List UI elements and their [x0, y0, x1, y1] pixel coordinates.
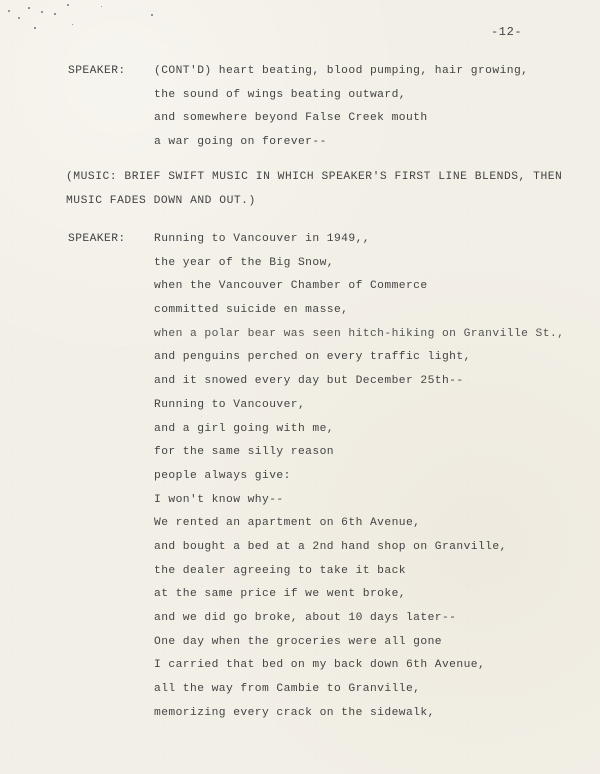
speaker-label-2: SPEAKER:: [68, 233, 126, 245]
speck-4: [41, 11, 43, 13]
speaker-line-2-10: for the same silly reason: [154, 446, 334, 458]
speaker-line-2-15: the dealer agreeing to take it back: [154, 565, 406, 577]
speaker-line-2-9: and a girl going with me,: [154, 423, 334, 435]
speck-7: [72, 24, 73, 25]
speaker-line-2-13: We rented an apartment on 6th Avenue,: [154, 517, 421, 529]
speck-10: [34, 27, 36, 29]
speaker-line-2-1: Running to Vancouver in 1949,,: [154, 233, 370, 245]
speaker-line-1-3: and somewhere beyond False Creek mouth: [154, 112, 428, 124]
speck-1: [8, 10, 10, 12]
speck-9: [151, 14, 153, 16]
paper-specks: [0, 0, 170, 40]
speaker-line-1-4: a war going on forever--: [154, 136, 327, 148]
speaker-line-1-1: (CONT'D) heart beating, blood pumping, hair growing,: [154, 65, 529, 77]
speaker-line-2-4: committed suicide en masse,: [154, 304, 349, 316]
speaker-line-2-2: the year of the Big Snow,: [154, 257, 334, 269]
speaker-line-2-16: at the same price if we went broke,: [154, 588, 406, 600]
speaker-line-2-8: Running to Vancouver,: [154, 399, 306, 411]
speaker-line-2-12: I won't know why--: [154, 494, 284, 506]
speck-8: [101, 6, 102, 7]
speaker-line-2-7: and it snowed every day but December 25th--: [154, 375, 464, 387]
speck-2: [18, 17, 20, 19]
page-number: -12-: [491, 25, 523, 39]
speck-5: [54, 13, 56, 15]
speaker-line-2-17: and we did go broke, about 10 days later--: [154, 612, 457, 624]
speaker-line-2-19: I carried that bed on my back down 6th Avenue,: [154, 659, 486, 671]
speck-3: [28, 7, 30, 9]
speaker-line-2-20: all the way from Cambie to Granville,: [154, 683, 421, 695]
speaker-line-2-18: One day when the groceries were all gone: [154, 636, 442, 648]
speaker-line-2-21: memorizing every crack on the sidewalk,: [154, 707, 435, 719]
speaker-label-1: SPEAKER:: [68, 65, 126, 77]
speaker-line-2-3: when the Vancouver Chamber of Commerce: [154, 280, 428, 292]
music-line-1: (MUSIC: BRIEF SWIFT MUSIC IN WHICH SPEAKER'S FIRST LINE BLENDS, THEN: [66, 171, 563, 183]
music-line-2: MUSIC FADES DOWN AND OUT.): [66, 195, 256, 207]
speaker-line-2-14: and bought a bed at a 2nd hand shop on Granville,: [154, 541, 507, 553]
speaker-line-2-6: and penguins perched on every traffic light,: [154, 351, 471, 363]
speaker-line-2-5: when a polar bear was seen hitch-hiking on Granville St.,: [154, 328, 565, 340]
speck-6: [67, 4, 69, 6]
speaker-line-2-11: people always give:: [154, 470, 291, 482]
speaker-line-1-2: the sound of wings beating outward,: [154, 89, 406, 101]
